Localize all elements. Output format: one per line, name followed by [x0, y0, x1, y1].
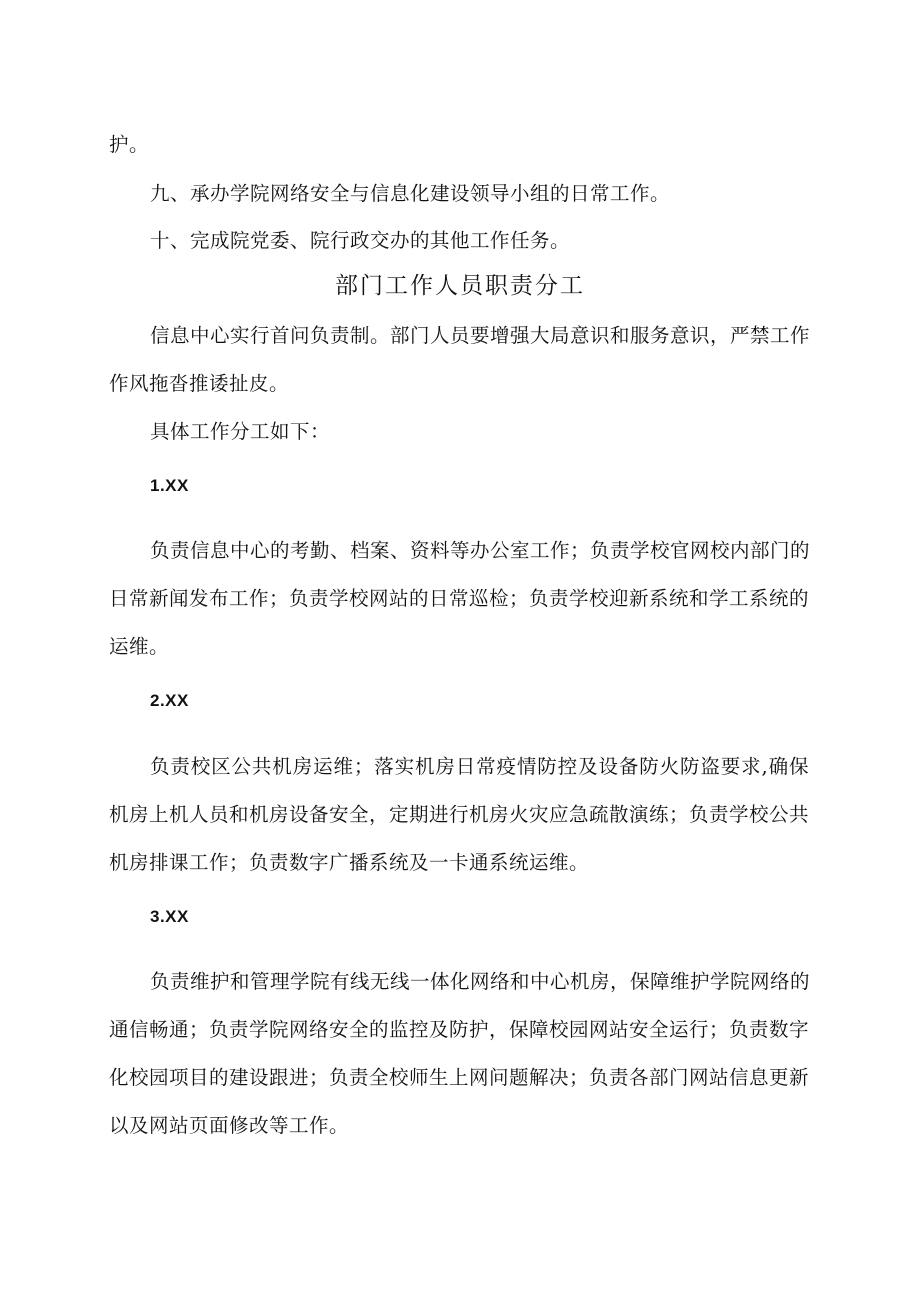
- item-1-heading: 1.XX: [150, 476, 189, 495]
- item-3-text-line: 化校园项目的建设跟进；负责全校师生上网问题解决；负责各部门网站信息更新: [109, 1066, 810, 1089]
- item-3-text-line: 通信畅通；负责学院网络安全的监控及防护，保障校园网站安全运行；负责数字: [109, 1018, 810, 1041]
- intro-division-line: 具体工作分工如下：: [150, 420, 331, 443]
- continued-text-line: 护。: [109, 133, 150, 156]
- intro-paragraph-line: 作风拖沓推诿扯皮。: [109, 372, 290, 395]
- item-1-text-line: 日常新闻发布工作；负责学校网站的日常巡检；负责学校迎新系统和学工系统的: [109, 587, 810, 610]
- intro-paragraph-line: 信息中心实行首问负责制。部门人员要增强大局意识和服务意识，严禁工作: [150, 324, 811, 347]
- item-2-text-line: 负责校区公共机房运维；落实机房日常疫情防控及设备防火防盗要求,确保: [150, 755, 809, 778]
- duty-item-9: 九、承办学院网络安全与信息化建设领导小组的日常工作。: [150, 182, 671, 205]
- item-1-text-line: 负责信息中心的考勤、档案、资料等办公室工作；负责学校官网校内部门的: [150, 539, 811, 562]
- section-title: 部门工作人员职责分工: [335, 273, 585, 299]
- item-2-text-line: 机房上机人员和机房设备安全，定期进行机房火灾应急疏散演练；负责学校公共: [109, 803, 810, 826]
- item-2-text-line: 机房排课工作；负责数字广播系统及一卡通系统运维。: [109, 851, 590, 874]
- duty-item-10: 十、完成院党委、院行政交办的其他工作任务。: [150, 229, 571, 252]
- item-3-text-line: 以及网站页面修改等工作。: [109, 1114, 350, 1137]
- item-2-heading: 2.XX: [150, 691, 189, 710]
- item-3-heading: 3.XX: [150, 907, 189, 926]
- item-1-text-line: 运维。: [109, 635, 170, 658]
- item-3-text-line: 负责维护和管理学院有线无线一体化网络和中心机房，保障维护学院网络的: [150, 970, 811, 993]
